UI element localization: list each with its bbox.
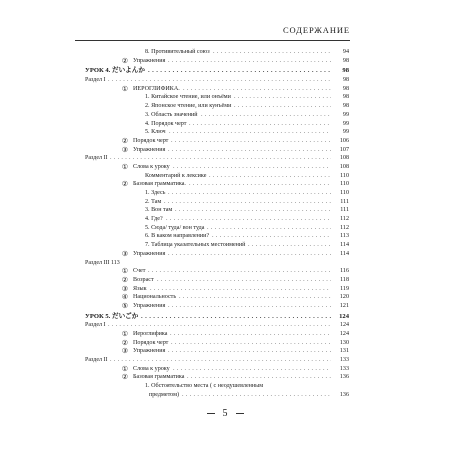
toc-entry — [85, 102, 349, 111]
toc-entry — [85, 198, 349, 207]
toc-entry — [85, 128, 349, 137]
toc-page-number: 121 — [339, 302, 349, 309]
toc-entry-title: 8. Противительный союз — [145, 49, 210, 55]
toc-leader-dots — [179, 293, 331, 302]
toc-page-number: 113 — [340, 233, 349, 240]
toc-entry-title: Иероглифика — [133, 331, 168, 337]
toc-entry — [85, 232, 349, 241]
toc-page-number: 124 — [339, 312, 349, 320]
toc-page-number: 112 — [340, 224, 349, 231]
toc-entry — [85, 365, 349, 374]
toc-page-number: 107 — [339, 146, 349, 153]
toc-entry-title: 2. Японское чтение, или кунъёми — [145, 103, 232, 110]
toc-entry-number: ① — [121, 330, 129, 338]
toc-entry-title: Порядок черт — [133, 339, 169, 346]
toc-page-number: 98 — [342, 85, 349, 92]
toc-entry-number: ② — [121, 136, 129, 145]
table-of-contents — [85, 48, 349, 400]
toc-page-number: 106 — [339, 137, 349, 144]
toc-entry — [85, 241, 349, 250]
toc-leader-dots — [189, 180, 331, 189]
toc-leader-dots — [212, 232, 331, 241]
footer-dash-left — [207, 413, 215, 414]
toc-page-number: 120 — [339, 294, 349, 301]
toc-entry — [85, 293, 349, 302]
toc-entry — [85, 67, 349, 76]
toc-leader-dots — [108, 321, 331, 330]
toc-entry-title: Раздел III 113 — [85, 259, 120, 266]
toc-entry-title: Упражнения — [133, 146, 166, 153]
toc-entry-title: Национальность — [133, 294, 177, 301]
toc-entry — [85, 163, 349, 172]
toc-entry-number: ② — [121, 180, 129, 189]
toc-entry — [85, 391, 349, 400]
toc-entry-number: ② — [121, 56, 129, 65]
toc-page-number: 108 — [340, 155, 349, 162]
toc-leader-dots — [170, 330, 331, 339]
toc-entry-title: 6. В каком направлении? — [145, 233, 210, 240]
toc-page-number: 114 — [340, 242, 349, 249]
toc-entry — [85, 146, 349, 155]
toc-page-number: 131 — [339, 348, 349, 355]
toc-leader-dots — [173, 365, 331, 374]
toc-page-number: 136 — [339, 374, 349, 381]
toc-leader-dots — [183, 85, 331, 94]
toc-entry-title: 5. Ключ — [145, 129, 166, 136]
toc-entry — [85, 382, 349, 391]
toc-leader-dots — [168, 146, 331, 155]
toc-page-number: 110 — [340, 172, 349, 179]
toc-entry-number: ⑤ — [121, 301, 129, 310]
toc-page-number: 99 — [342, 120, 349, 127]
header-rule — [75, 40, 350, 41]
toc-page-number: 98 — [343, 77, 349, 84]
toc-entry-number: ① — [121, 162, 129, 171]
toc-entry-title: УРОК 4. だいよんか — [85, 67, 145, 75]
toc-leader-dots — [207, 224, 331, 233]
toc-leader-dots — [148, 267, 331, 276]
toc-entry-title: Слова к уроку — [133, 365, 170, 372]
toc-entry — [85, 137, 349, 146]
toc-page-number: 108 — [339, 163, 349, 170]
toc-page-number: 99 — [342, 129, 349, 136]
toc-page-number: 124 — [340, 322, 349, 329]
toc-entry — [85, 356, 349, 365]
footer-dash-right — [236, 413, 244, 414]
toc-entry-title: Язык — [133, 285, 147, 292]
toc-leader-dots — [168, 250, 331, 259]
toc-entry-title: 4. Порядок черт — [145, 120, 187, 127]
toc-entry-title: Упражнения — [133, 57, 166, 64]
toc-leader-dots — [110, 356, 331, 365]
toc-entry — [85, 93, 349, 102]
toc-entry — [85, 267, 349, 276]
toc-page-number: 130 — [339, 339, 349, 346]
toc-leader-dots — [108, 76, 331, 85]
toc-entry — [85, 154, 349, 163]
toc-entry — [85, 276, 349, 285]
toc-leader-dots — [168, 347, 331, 356]
toc-entry-title: 4. Где? — [145, 216, 163, 223]
toc-leader-dots — [187, 373, 331, 382]
toc-entry-title: 7. Таблица указательных местоимений — [145, 242, 246, 249]
toc-entry-title: 2. Там — [145, 198, 162, 205]
toc-leader-dots — [201, 111, 331, 120]
toc-page-number: 98 — [342, 94, 349, 101]
toc-page-number: 98 — [342, 67, 349, 75]
toc-leader-dots — [173, 163, 331, 172]
page-number: 5 — [222, 408, 228, 419]
toc-entry-title: Порядок черт — [133, 137, 169, 144]
toc-entry — [85, 330, 349, 339]
toc-entry-title: Счет — [133, 268, 146, 275]
toc-page-number: 110 — [340, 190, 349, 196]
toc-entry-number: ② — [121, 373, 129, 382]
toc-page-number: 119 — [340, 285, 349, 292]
toc-leader-dots — [166, 215, 331, 224]
toc-entry-title: 5. Сюда/ туда/ вон туда — [145, 224, 205, 231]
toc-leader-dots — [150, 285, 331, 294]
toc-page-number: 99 — [342, 111, 349, 118]
toc-entry — [85, 57, 349, 66]
toc-entry-title: предметом) — [149, 391, 179, 398]
toc-entry — [85, 285, 349, 294]
toc-entry — [85, 339, 349, 348]
toc-leader-dots — [148, 67, 331, 76]
toc-entry — [85, 76, 349, 85]
toc-entry — [85, 250, 349, 259]
toc-leader-dots — [213, 48, 331, 57]
toc-leader-dots — [168, 189, 331, 198]
running-header — [75, 0, 350, 44]
toc-entry-title: Раздел II — [85, 155, 108, 162]
toc-entry-number: ② — [121, 275, 129, 284]
toc-entry — [85, 206, 349, 215]
toc-entry-number: ③ — [121, 347, 129, 356]
toc-leader-dots — [171, 339, 331, 348]
toc-entry-number: ① — [121, 84, 129, 93]
toc-entry-title: Раздел I — [85, 77, 106, 84]
toc-entry-title: Базовая грамматика — [133, 374, 185, 381]
toc-entry-number: ② — [121, 338, 129, 347]
toc-entry-title: 1. Китайское чтение, или онъёми — [145, 94, 231, 101]
toc-entry-title: Раздел II — [85, 357, 108, 364]
toc-entry — [85, 373, 349, 382]
toc-leader-dots — [209, 172, 331, 181]
toc-entry — [85, 172, 349, 181]
toc-entry-title: Базовая грамматика. — [133, 181, 186, 188]
page-footer — [0, 408, 450, 419]
toc-entry-title: ИЕРОГЛИФИКА. — [133, 85, 180, 92]
toc-entry — [85, 347, 349, 356]
toc-entry — [85, 259, 349, 268]
toc-entry-number: ③ — [121, 145, 129, 154]
toc-page-number: 110 — [340, 181, 349, 188]
toc-page-number: 133 — [339, 365, 349, 372]
toc-entry — [85, 321, 349, 330]
toc-leader-dots — [171, 137, 331, 146]
toc-page-number: 94 — [342, 49, 349, 55]
toc-entry — [85, 120, 349, 129]
toc-leader-dots — [110, 154, 331, 163]
toc-page-number: 114 — [340, 250, 349, 257]
toc-leader-dots — [168, 57, 331, 66]
toc-entry-title: 1. Здесь — [145, 190, 166, 196]
toc-page-number: 98 — [342, 57, 349, 64]
toc-page-number: 118 — [340, 276, 349, 283]
toc-entry-title: Комментарий к лексике — [145, 172, 207, 179]
toc-entry-number: ③ — [121, 249, 129, 258]
toc-leader-dots — [168, 302, 331, 311]
toc-entry — [85, 189, 349, 198]
toc-entry-title: 3. Область значений — [145, 111, 198, 118]
toc-entry-title: Раздел I — [85, 322, 106, 329]
toc-entry — [85, 180, 349, 189]
toc-entry-title: УРОК 5. だいごか — [85, 312, 139, 320]
toc-entry-number: ① — [121, 267, 129, 276]
toc-leader-dots — [169, 128, 331, 137]
toc-entry — [85, 224, 349, 233]
toc-page-number: 111 — [340, 198, 349, 205]
toc-page-number: 98 — [342, 103, 349, 110]
toc-leader-dots — [189, 120, 331, 129]
toc-page-number: 136 — [339, 391, 349, 398]
toc-entry-title: Упражнения — [133, 250, 166, 257]
toc-leader-dots — [182, 391, 331, 400]
toc-entry-number: ① — [121, 364, 129, 373]
toc-leader-dots — [164, 198, 331, 207]
toc-page-number: 124 — [339, 331, 349, 337]
toc-leader-dots — [234, 93, 331, 102]
toc-entry-title: Упражнения — [133, 348, 166, 355]
toc-entry-number: ③ — [121, 284, 129, 293]
toc-leader-dots — [141, 313, 331, 322]
toc-leader-dots — [175, 206, 331, 215]
toc-entry — [85, 302, 349, 311]
toc-entry — [85, 111, 349, 120]
toc-leader-dots — [234, 102, 331, 111]
toc-entry — [85, 313, 349, 322]
toc-entry-title: Возраст — [133, 276, 154, 283]
toc-leader-dots — [248, 241, 331, 250]
toc-page-number: 116 — [340, 268, 349, 275]
toc-entry-title: Упражнения — [133, 302, 166, 309]
toc-entry — [85, 48, 349, 57]
header-title: СОДЕРЖАНИЕ — [282, 25, 350, 35]
toc-page-number: 112 — [340, 216, 349, 223]
toc-entry-title: Слова к уроку — [133, 163, 170, 170]
toc-leader-dots — [157, 276, 331, 285]
toc-page-number: 111 — [340, 207, 349, 214]
toc-entry — [85, 215, 349, 224]
toc-entry-title: 1. Обстоятельство места ( с неодушевленным — [145, 383, 264, 390]
toc-entry — [85, 85, 349, 94]
toc-entry-title: 3. Вон там — [145, 207, 173, 214]
toc-page-number: 133 — [340, 357, 349, 364]
toc-entry-number: ④ — [121, 293, 129, 302]
